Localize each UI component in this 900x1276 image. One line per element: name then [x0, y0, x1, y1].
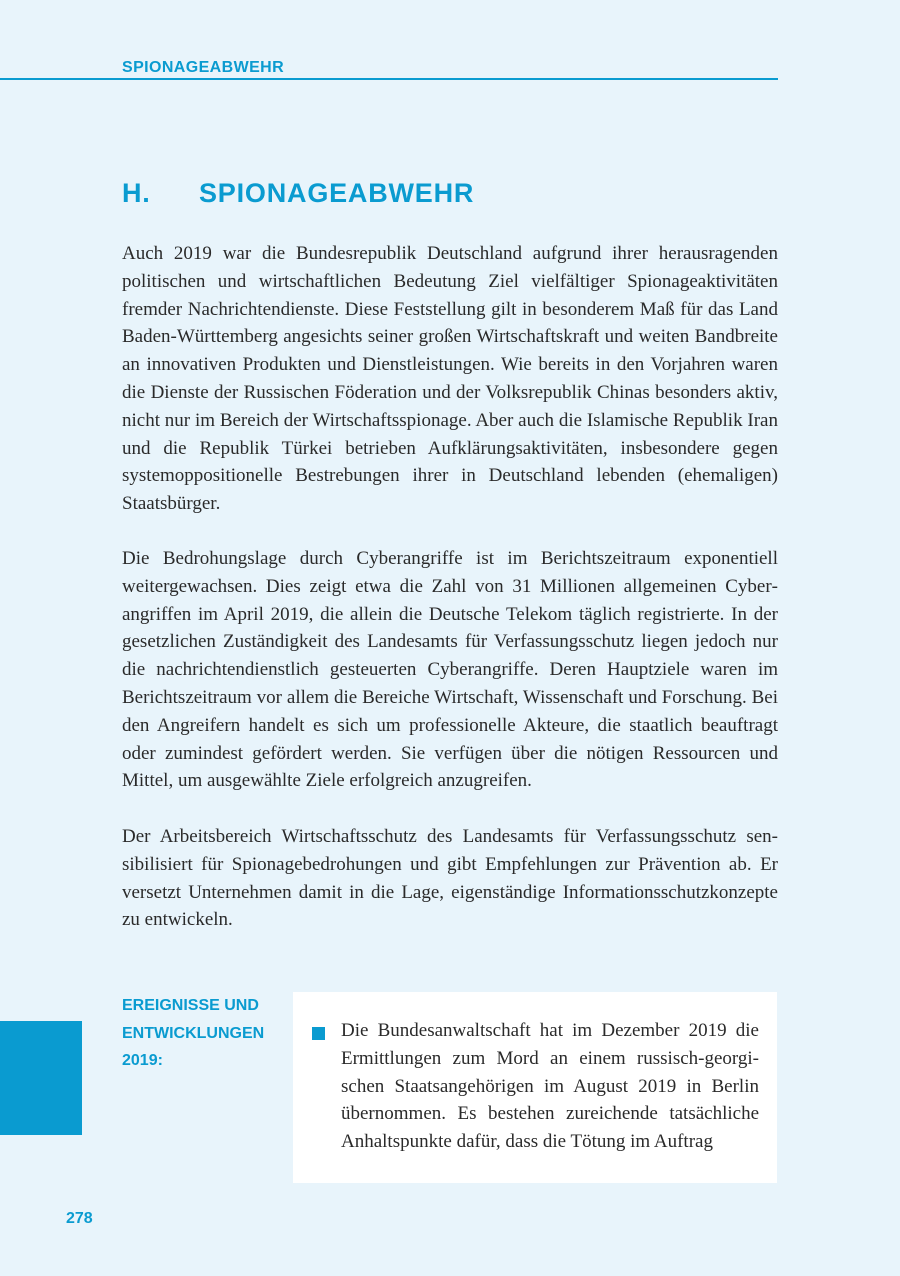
events-box	[293, 992, 777, 1183]
running-head: SPIONAGEABWEHR	[122, 59, 285, 76]
events-side-label	[122, 992, 292, 1075]
chapter-title-text: SPIONAGEABWEHR	[199, 178, 475, 208]
side-label-line-3: 2019:	[122, 1052, 163, 1069]
body-paragraph-3: Der Arbeitsbereich Wirtschaftsschutz des Landesamts für Verfassungsschutz sensibilisiert für Spionagebedrohungen und gibt Empfehlungen zur Prävention ab. Er versetzt Unternehmen damit in die Lage, eigenständige Informationsschutzkonzepte zu entwickeln.	[122, 826, 778, 931]
body-paragraph-1: Auch 2019 war die Bundesrepublik Deutschland aufgrund ihrer herausragenden politischen und wirtschaftlichen Bedeutung Ziel vielfältiger Spionageaktivitäten fremder Nachrichtendienste. Diese Feststellung gilt in besonderem Maß für das Land Baden-Württemberg angesichts seiner großen Wirtschaftskraft und weiten Bandbreite an innovativen Produkten und Dienstleistungen. Wie bereits in den Vorjahren waren die Dienste der Russischen Föderation und der Volksrepublik Chinas besonders aktiv, nicht nur im Bereich der Wirtschaftsspionage. Aber auch die Islamische Republik Iran und die Republik Türkei betrieben Aufklärungsaktivitäten, insbesondere gegen systemoppositionelle Bestrebungen ihrer in Deutschland lebenden (ehemaligen) Staatsbürger.	[122, 243, 778, 515]
header-rule	[0, 78, 778, 80]
square-bullet-icon	[312, 1027, 325, 1040]
chapter-title	[122, 178, 474, 209]
section-tab-marker	[0, 1021, 82, 1135]
chapter-number: H.	[122, 178, 151, 208]
side-label-line-2: ENTWICKLUNGEN	[122, 1024, 265, 1042]
page-number: 278	[66, 1210, 93, 1227]
side-label-line-1: EREIGNISSE UND	[122, 997, 259, 1014]
events-item-text: Die Bundesanwaltschaft hat im Dezember 2019 die Ermittlungen zum Mord an einem russisch-georgischen Staatsangehörigen im August 2019 in Berlin übernommen. Es bestehen zureichende tatsächliche Anhaltspunkte dafür, dass die Tötung im Auftrag	[341, 1020, 759, 1153]
body-paragraph-2: Die Bedrohungslage durch Cyberangriffe ist im Berichtszeitraum exponentiell weitergewachsen. Dies zeigt etwa die Zahl von 31 Millionen allgemeinen Cyberangriffen im April 2019, die allein die Deutsche Telekom täglich registrierte. In der gesetzlichen Zuständigkeit des Landesamts für Verfassungsschutz liegen jedoch nur die nachrichtendienstlich gesteuerten Cyberangriffe. Deren Hauptziele waren im Berichtszeitraum vor allem die Bereiche Wirtschaft, Wissenschaft und Forschung. Bei den Angreifern handelt es sich um professionelle Akteure, die staatlich beauftragt oder zumindest gefördert werden. Sie verfügen über die nötigen Ressourcen und Mittel, um ausgewählte Ziele erfolgreich anzugreifen.	[122, 548, 778, 792]
